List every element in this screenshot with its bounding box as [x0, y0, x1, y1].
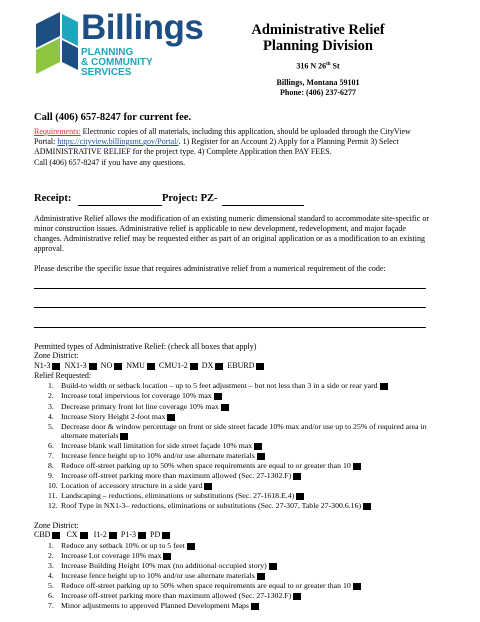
checkbox-relief-5[interactable] [120, 433, 128, 440]
description-line-3[interactable] [34, 327, 426, 328]
relief-item-2: 2. Increase total impervious lot coverage 10% max [48, 391, 222, 400]
relief-item-11: 11. Landscaping – reductions, eliminations or substitutions (Sec. 27-1618.E.4) [48, 491, 304, 500]
address: 316 N 26th St [296, 61, 340, 71]
pd-item-3: 3. Increase Building Height 10% max (no additional occupied story) [48, 561, 277, 570]
zone-row-2 [34, 530, 170, 540]
requirements-text-1: Electronic copies of all materials, including this application, should be uploaded through the CityView Portal: [34, 127, 411, 146]
checkbox-pd-1[interactable] [187, 543, 195, 550]
checkbox-pd-3[interactable] [269, 563, 277, 570]
zone-cbd: CBD [34, 530, 51, 539]
description-line-1[interactable] [34, 288, 426, 289]
checkbox-nx1-3[interactable] [89, 363, 97, 370]
checkbox-i1-2[interactable] [109, 532, 117, 539]
zone-dx: DX [201, 361, 214, 370]
describe-prompt: Please describe the specific issue that requires administrative relief from a numerical requirement of the code: [34, 264, 386, 273]
receipt-label: Receipt: [34, 193, 72, 204]
relief-item-7: 7. Increase fence height up to 10% and/or use alternate materials [48, 451, 265, 460]
relief-item-10: 10. Location of accessory structure in a side yard [48, 481, 212, 490]
logo-line-3: SERVICES [81, 67, 132, 78]
pd-item-4: 4. Increase fence height up to 10% and/or use alternate materials [48, 571, 265, 580]
relief-item-6: 6. Increase blank wall limitation for side street façade 10% max [48, 441, 262, 450]
relief-item-4: 4. Increase Story Height 2-foot max [48, 412, 175, 421]
project-label: Project: PZ- [162, 193, 218, 204]
zone-cx: CX [66, 530, 78, 539]
checkbox-cmu1-2[interactable] [190, 363, 198, 370]
project-field[interactable] [222, 205, 304, 206]
zone-eburd: EBURD [227, 361, 255, 370]
zone-nx1-3: NX1-3 [64, 361, 87, 370]
logo-line-1: PLANNING [81, 47, 134, 58]
division-title: Planning Division [263, 38, 373, 54]
checkbox-relief-7[interactable] [257, 453, 265, 460]
relief-item-1: 1. Build-to width or setback location – up to 5 feet adjustment – but not less than 3 in a side or rear yard [48, 381, 388, 390]
checkbox-pd-7[interactable] [251, 603, 259, 610]
checkbox-relief-12[interactable] [363, 503, 371, 510]
requirements-label: Requirements: [34, 127, 81, 136]
pd-item-2: 2. Increase Lot coverage 10% max [48, 551, 171, 560]
logo-mark-icon [34, 6, 80, 78]
checkbox-relief-9[interactable] [293, 473, 301, 480]
checkbox-cbd[interactable] [52, 532, 60, 539]
zone-label-2: Zone District: [34, 521, 79, 530]
checkbox-nmu[interactable] [147, 363, 155, 370]
checkbox-relief-11[interactable] [296, 493, 304, 500]
relief-item-9: 9. Increase off-street parking more than maximum allowed (Sec. 27-1302.F) [48, 471, 301, 480]
zone-pd: PD [150, 530, 161, 539]
checkbox-relief-4[interactable] [167, 414, 175, 421]
checkbox-cx[interactable] [80, 532, 88, 539]
questions-note: Call (406) 657-8247 if you have any questions. [34, 158, 186, 167]
relief-item-12: 12. Roof Type in NX1-3– reductions, eliminations or substitutions (Sec. 27-307, Table 27-300.6.16) [48, 501, 371, 510]
checkbox-pd-5[interactable] [353, 583, 361, 590]
checkbox-n1-3[interactable] [52, 363, 60, 370]
cityview-portal-link[interactable]: https://cityview.billingsmt.gov/Portal/ [57, 137, 179, 146]
relief-item-3: 3. Decrease primary front lot line coverage 10% max [48, 402, 229, 411]
zone-no: NO [100, 361, 113, 370]
checkbox-no[interactable] [114, 363, 122, 370]
zone-i1-2: I1-2 [93, 530, 107, 539]
pd-item-1: 1. Reduce any setback 10% or up to 5 feet [48, 541, 195, 550]
form-title: Administrative Relief [251, 22, 385, 38]
logo-wordmark: Billings [81, 8, 204, 47]
checkbox-dx[interactable] [215, 363, 223, 370]
intro-paragraph: Administrative Relief allows the modification of an existing numeric dimensional standard to accommodate site-specific or minor construction issues. Administrative relief is applicable to new development, redevelopment, and major façade changes. Administrative relief may be requested either as part of an original application or as a modification to an existing approval. [34, 214, 429, 253]
checkbox-pd[interactable] [162, 532, 170, 539]
zone-nmu: NMU [126, 361, 145, 370]
zone-p1-3: P1-3 [120, 530, 137, 539]
billings-logo [34, 6, 204, 80]
city: Billings, Montana 59101 [276, 78, 360, 87]
description-line-2[interactable] [34, 307, 426, 308]
checkbox-pd-6[interactable] [293, 593, 301, 600]
checkbox-relief-6[interactable] [254, 443, 262, 450]
checkbox-pd-4[interactable] [257, 573, 265, 580]
checkbox-relief-10[interactable] [204, 483, 212, 490]
checkbox-relief-1[interactable] [380, 383, 388, 390]
pd-item-5: 5. Reduce off-street parking up to 50% when space requirements are equal to or greater than 10 [48, 581, 361, 590]
zone-label-1: Zone District: [34, 351, 79, 360]
zone-row-1 [34, 361, 264, 371]
zone-cmu1-2: CMU1-2 [158, 361, 188, 370]
requirements [34, 127, 434, 157]
receipt-field[interactable] [78, 205, 162, 206]
relief-label: Relief Requested: [34, 371, 92, 380]
relief-item-8: 8. Reduce off-street parking up to 50% when space requirements are equal to or greater than 10 [48, 461, 361, 470]
phone: Phone: (406) 237-6277 [280, 88, 356, 97]
fee-call: Call (406) 657-8247 for current fee. [34, 112, 192, 123]
checkbox-relief-2[interactable] [214, 393, 222, 400]
checkbox-relief-8[interactable] [353, 463, 361, 470]
checkbox-eburd[interactable] [256, 363, 264, 370]
zone-n1-3: N1-3 [34, 361, 51, 370]
checkbox-relief-3[interactable] [221, 404, 229, 411]
permitted-label: Permitted types of Administrative Relief: (check all boxes that apply) [34, 342, 257, 351]
requirements-text-2: . 1) Register for an Account 2) Apply for a Planning Permit 3) Select ADMINISTRATIVE RELIEF for the project type. 4) Complete Application then PAY FEES. [34, 137, 399, 156]
logo-line-2: & COMMUNITY [81, 57, 153, 68]
pd-item-7: 7. Minor adjustments to approved Planned Development Maps [48, 601, 259, 610]
checkbox-p1-3[interactable] [138, 532, 146, 539]
pd-item-6: 6. Increase off-street parking more than maximum allowed (Sec. 27-1302.F) [48, 591, 301, 600]
relief-item-5: 5. Decrease door & window percentage on front or side street facade 10% max and/or use up to 25% of required area in alternate materials [48, 422, 427, 440]
checkbox-pd-2[interactable] [163, 553, 171, 560]
